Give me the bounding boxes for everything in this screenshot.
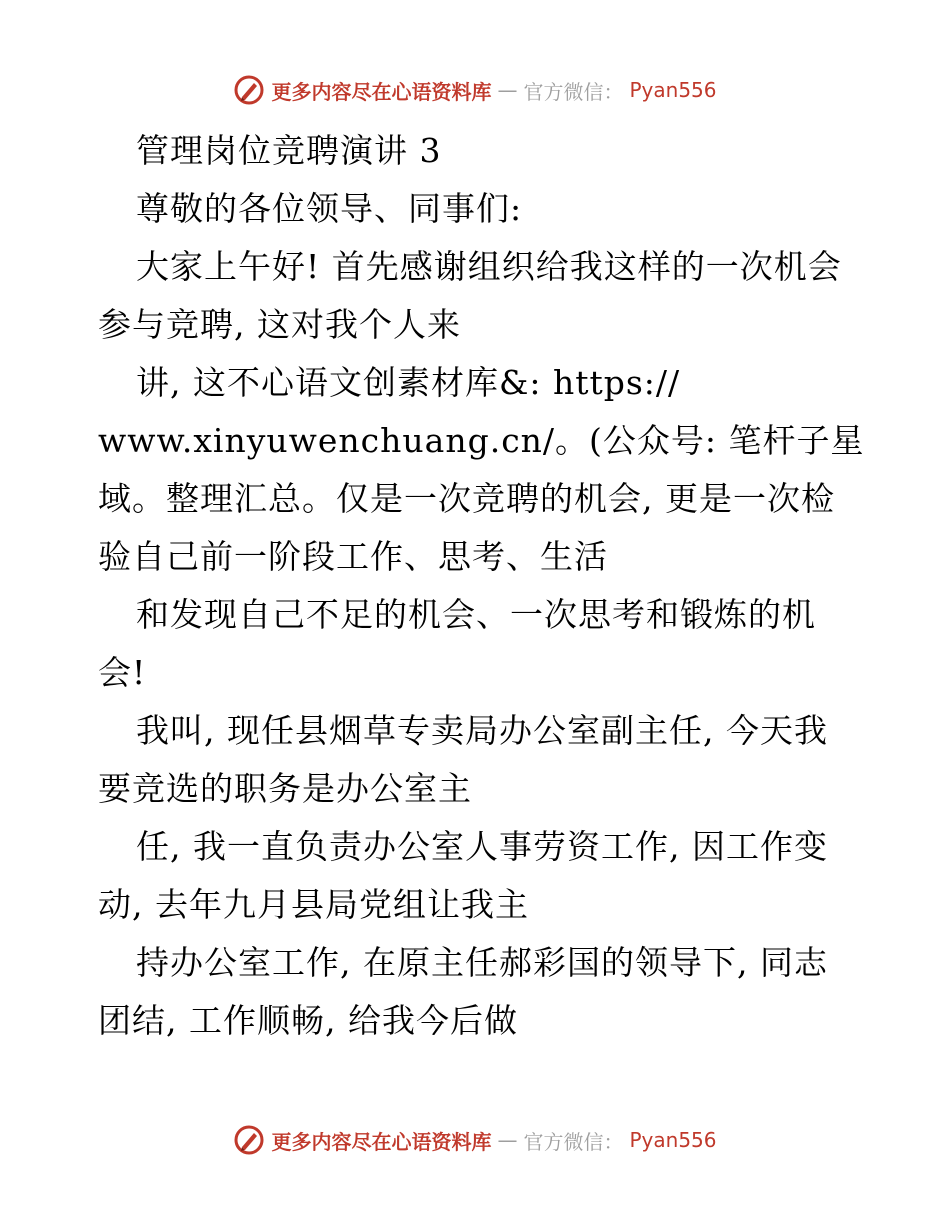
footer-banner bbox=[0, 1120, 950, 1160]
text-line: www.xinyuwenchuang.cn/。(公众号: 笔杆子星 bbox=[98, 421, 865, 460]
header-banner bbox=[0, 70, 950, 110]
text-line: 讲, 这不心语文创素材库&: https:// bbox=[136, 363, 681, 402]
document-body bbox=[98, 122, 865, 1050]
text-line: 和发现自己不足的机会、一次思考和锻炼的机 bbox=[136, 595, 816, 634]
text-line: 要竞选的职务是办公室主 bbox=[98, 769, 472, 808]
text-line: 大家上午好! 首先感谢组织给我这样的一次机会 bbox=[136, 247, 842, 286]
text-line: 会! bbox=[98, 653, 147, 692]
text-line: 任, 我一直负责办公室人事劳资工作, 因工作变 bbox=[136, 827, 828, 866]
pen-logo-icon bbox=[233, 74, 265, 106]
text-line: 域。整理汇总。仅是一次竞聘的机会, 更是一次检 bbox=[98, 479, 835, 518]
banner-wechat-id: Pyan556 bbox=[629, 1128, 717, 1152]
text-line: 持办公室工作, 在原主任郝彩国的领导下, 同志 bbox=[136, 943, 828, 982]
text-line: 参与竞聘, 这对我个人来 bbox=[98, 305, 461, 344]
banner-wechat-label: 官方微信： bbox=[523, 1129, 624, 1154]
pen-logo-icon bbox=[233, 1124, 265, 1156]
text-line: 我叫, 现任县烟草专卖局办公室副主任, 今天我 bbox=[136, 711, 828, 750]
banner-dash: — bbox=[497, 78, 518, 102]
banner-wechat-id: Pyan556 bbox=[629, 78, 717, 102]
banner-main-text: 更多内容尽在心语资料库 bbox=[271, 1129, 492, 1154]
banner-dash: — bbox=[497, 1128, 518, 1152]
text-line: 尊敬的各位领导、同事们: bbox=[136, 189, 523, 228]
text-line: 验自己前一阶段工作、思考、生活 bbox=[98, 537, 608, 576]
banner-wechat-label: 官方微信： bbox=[523, 79, 624, 104]
text-line: 管理岗位竞聘演讲 3 bbox=[136, 131, 442, 170]
text-line: 团结, 工作顺畅, 给我今后做 bbox=[98, 1001, 518, 1040]
banner-main-text: 更多内容尽在心语资料库 bbox=[271, 79, 492, 104]
text-line: 动, 去年九月县局党组让我主 bbox=[98, 885, 529, 924]
